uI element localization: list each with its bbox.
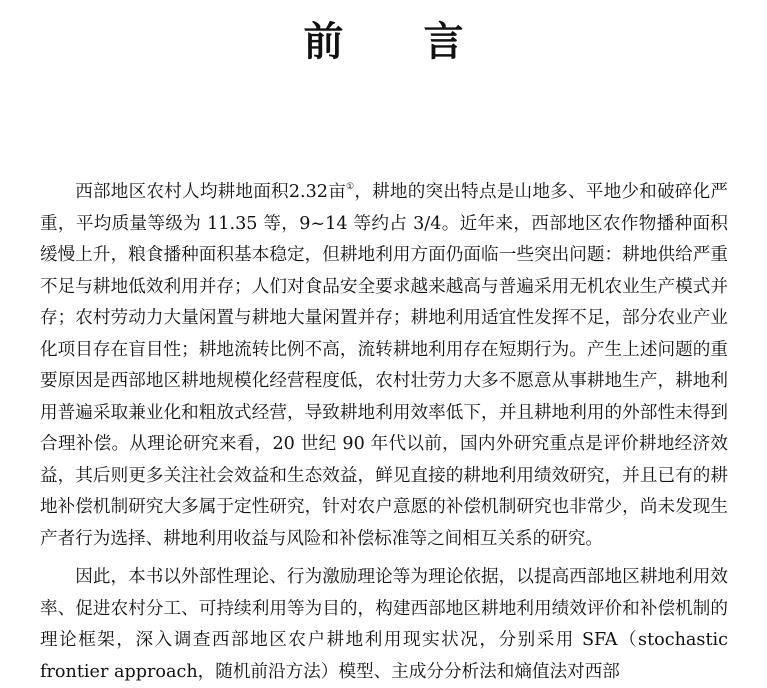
title-char-1: 前 <box>303 19 344 65</box>
page-title <box>0 14 767 70</box>
paragraph-1-text-b: ，耕地的突出特点是山地多、平地少和破碎化严重，平均质量等级为 11.35 等，9~14 等约占 3/4。近年来，西部地区农作物播种面积缓慢上升，粮食播种面积基本稳定，但耕地利用方面仍面临一些突出问题：耕地供给严重不足与耕地低效利用并存；人们对食品安全要求越来越高与普遍采用无机农业生产模式并存；农村劳动力大量闲置与耕地大量闲置并存；耕地利用适宜性发挥不足，部分农业产业化项目存在盲目性；耕地流转比例不高，流转耕地利用存在短期行为。产生上述问题的重要原因是西部地区耕地规模化经营程度低，农村壮劳力大多不愿意从事耕地生产，耕地利用普遍采取兼业化和粗放式经营，导致耕地利用效率低下，并且耕地利用的外部性未得到合理补偿。从理论研究来看，20 世纪 90 年代以前，国内外研究重点是评价耕地经济效益，其后则更多关注社会效益和生态效益，鲜见直接的耕地利用绩效研究，并且已有的耕地补偿机制研究大多属于定性研究，针对农户意愿的补偿机制研究也非常少，尚未发现生产者行为选择、耕地利用收益与风险和补偿标准等之间相互关系的研究。 <box>40 182 728 549</box>
paragraph-2 <box>40 562 728 688</box>
paragraph-2-text: 因此，本书以外部性理论、行为激励理论等为理论依据，以提高西部地区耕地利用效率、促进农村分工、可持续利用等为目的，构建西部地区耕地利用绩效评价和补偿机制的理论框架，深入调查西部地区农户耕地利用现实状况，分别采用 SFA（stochastic frontier approach，随机前沿方法）模型、主成分分析法和熵值法对西部 <box>40 567 728 682</box>
paragraph-1 <box>40 177 728 555</box>
title-char-2: 言 <box>423 19 464 65</box>
footnote-marker[interactable]: ① <box>346 182 355 192</box>
paragraph-1-text-a: 西部地区农村人均耕地面积2.32亩 <box>75 182 347 202</box>
